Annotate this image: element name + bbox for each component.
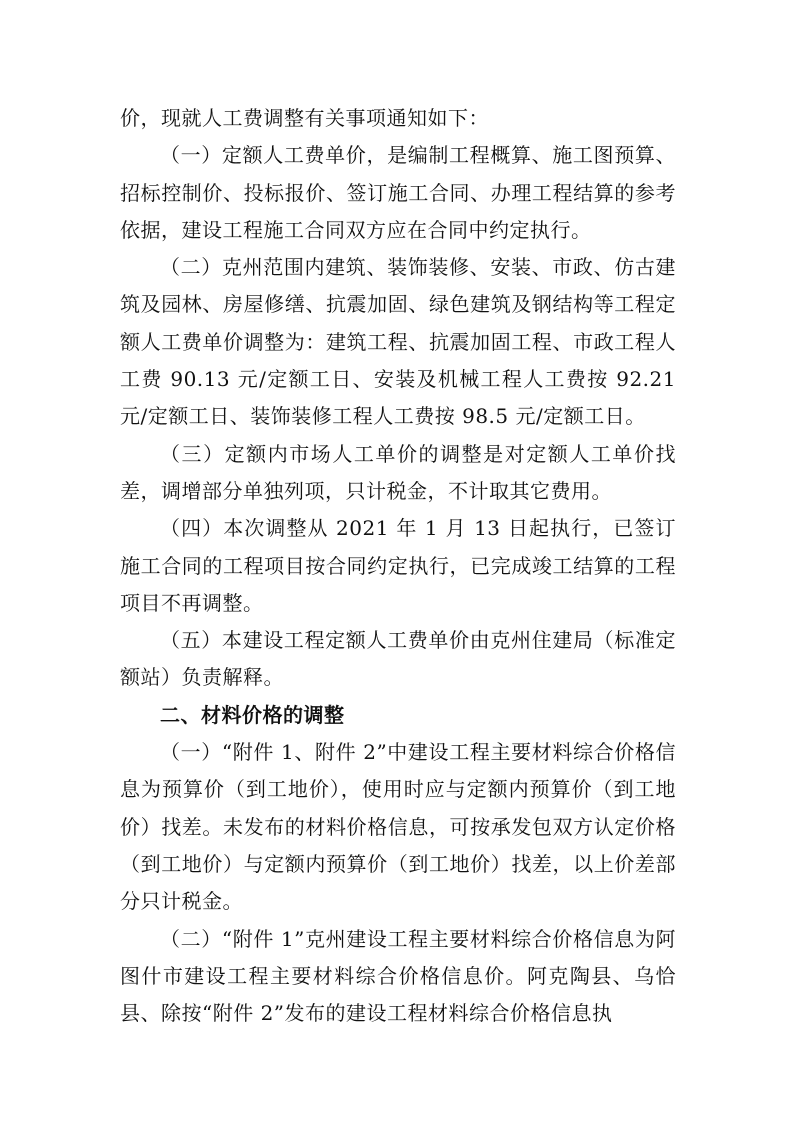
- paragraph-item-3: （三）定额内市场人工单价的调整是对定额人工单价找差，调增部分单独列项，只计税金，不计取其它费用。: [120, 441, 676, 503]
- paragraph-item-4: （四）本次调整从 2021 年 1 月 13 日起执行，已签订施工合同的工程项目按合同约定执行，已完成竣工结算的工程项目不再调整。: [120, 516, 676, 615]
- section-paragraph-1: （一）“附件 1、附件 2”中建设工程主要材料综合价格信息为预算价（到工地价），使用时应与定额内预算价（到工地价）找差。未发布的材料价格信息，可按承发包双方认定价格（到工地价）与定额内预算价（到工地价）找差，以上价差部分只计税金。: [120, 740, 676, 914]
- paragraph-item-5: （五）本建设工程定额人工费单价由克州住建局（标准定额站）负责解释。: [120, 628, 676, 690]
- paragraph-item-1: （一）定额人工费单价，是编制工程概算、施工图预算、招标控制价、投标报价、签订施工合同、办理工程结算的参考依据，建设工程施工合同双方应在合同中约定执行。: [120, 143, 676, 242]
- document-body: [120, 100, 676, 1032]
- section-heading: 二、材料价格的调整: [160, 702, 345, 727]
- paragraph-intro: 价，现就人工费调整有关事项通知如下：: [120, 106, 489, 130]
- paragraph-item-2: （二）克州范围内建筑、装饰装修、安装、市政、仿古建筑及园林、房屋修缮、抗震加固、绿色建筑及钢结构等工程定额人工费单价调整为：建筑工程、抗震加固工程、市政工程人工费 90.13 元/定额工日、安装及机械工程人工费按 92.21 元/定额工日、装饰装修工程人工费按 98.5 元/定额工日。: [120, 255, 676, 429]
- section-paragraph-2: （二）“附件 1”克州建设工程主要材料综合价格信息为阿图什市建设工程主要材料综合价格信息价。阿克陶县、乌恰县、除按“附件 2”发布的建设工程材料综合价格信息执: [120, 926, 676, 1026]
